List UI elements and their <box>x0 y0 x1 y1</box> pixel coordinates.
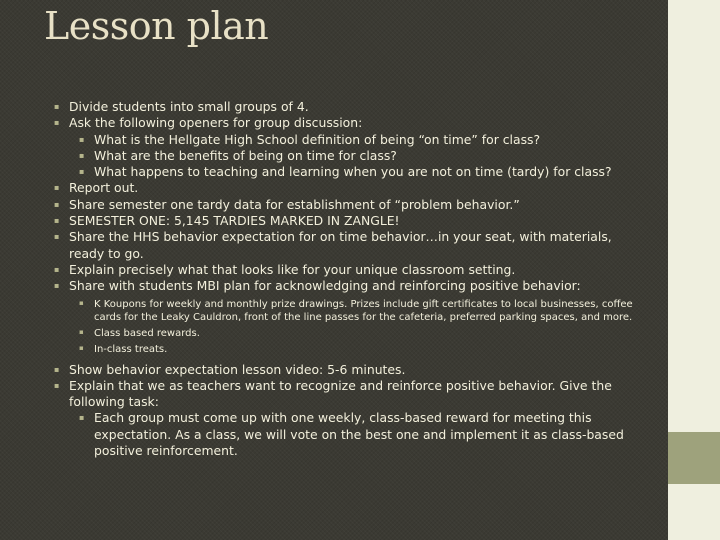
bullet-explain-classroom: ▪ Explain precisely what that looks like for your unique classroom setting. <box>44 262 638 278</box>
slide-title: Lesson plan <box>44 4 269 48</box>
bullet-explain-task-text: Explain that we as teachers want to recognize and reinforce positive behavior. Give the following task: <box>69 377 612 410</box>
sub-bullet-benefits: ▪ What are the benefits of being on time for class? <box>69 148 638 164</box>
sub-bullet-class-rewards: ▪ Class based rewards. <box>69 327 638 341</box>
sub-bullet-tardy-impact: ▪ What happens to teaching and learning when you are not on time (tardy) for class? <box>69 164 638 180</box>
sub-bullet-in-class-treats: ▪ In-class treats. <box>69 343 638 357</box>
bullet-semester-tardies: ▪ SEMESTER ONE: 5,145 TARDIES MARKED IN ZANGLE! <box>44 213 638 229</box>
sub-bullet-group-reward: ▪ Each group must come up with one weekly, class-based reward for meeting this expectation. As a class, we will vote on the best one and implement it as class-based positive reinforcement. <box>69 410 638 459</box>
bullet-report-out: ▪ Report out. <box>44 180 638 196</box>
bullet-ask-openers-text: Ask the following openers for group discussion: <box>69 115 363 131</box>
openers-sublist <box>69 132 638 181</box>
side-accent-square <box>668 432 720 484</box>
task-sublist <box>69 410 638 459</box>
bullet-mbi-plan <box>44 278 638 356</box>
sub-bullet-definition: ▪ What is the Hellgate High School definition of being “on time” for class? <box>69 132 638 148</box>
bullet-explain-task <box>44 378 638 459</box>
bullet-list <box>44 99 638 459</box>
bullet-show-video: ▪ Show behavior expectation lesson video: 5-6 minutes. <box>44 362 638 378</box>
bullet-divide-groups: ▪ Divide students into small groups of 4. <box>44 99 638 115</box>
bullet-share-tardy-data: ▪ Share semester one tardy data for establishment of “problem behavior.” <box>44 197 638 213</box>
mbi-sublist <box>69 298 638 357</box>
bullet-mbi-plan-text: Share with students MBI plan for acknowledging and reinforcing positive behavior: <box>69 278 581 294</box>
sub-bullet-k-koupons: ▪ K Koupons for weekly and monthly prize drawings. Prizes include gift certificates to local businesses, coffee cards for the Leaky Cauldron, front of the line passes for the cafeteria, preferred parking spaces, and more. <box>69 298 638 325</box>
bullet-ask-openers <box>44 115 638 180</box>
bullet-list-container <box>44 99 638 459</box>
bullet-hhs-expectation: ▪ Share the HHS behavior expectation for on time behavior…in your seat, with materials, ready to go. <box>44 229 638 262</box>
